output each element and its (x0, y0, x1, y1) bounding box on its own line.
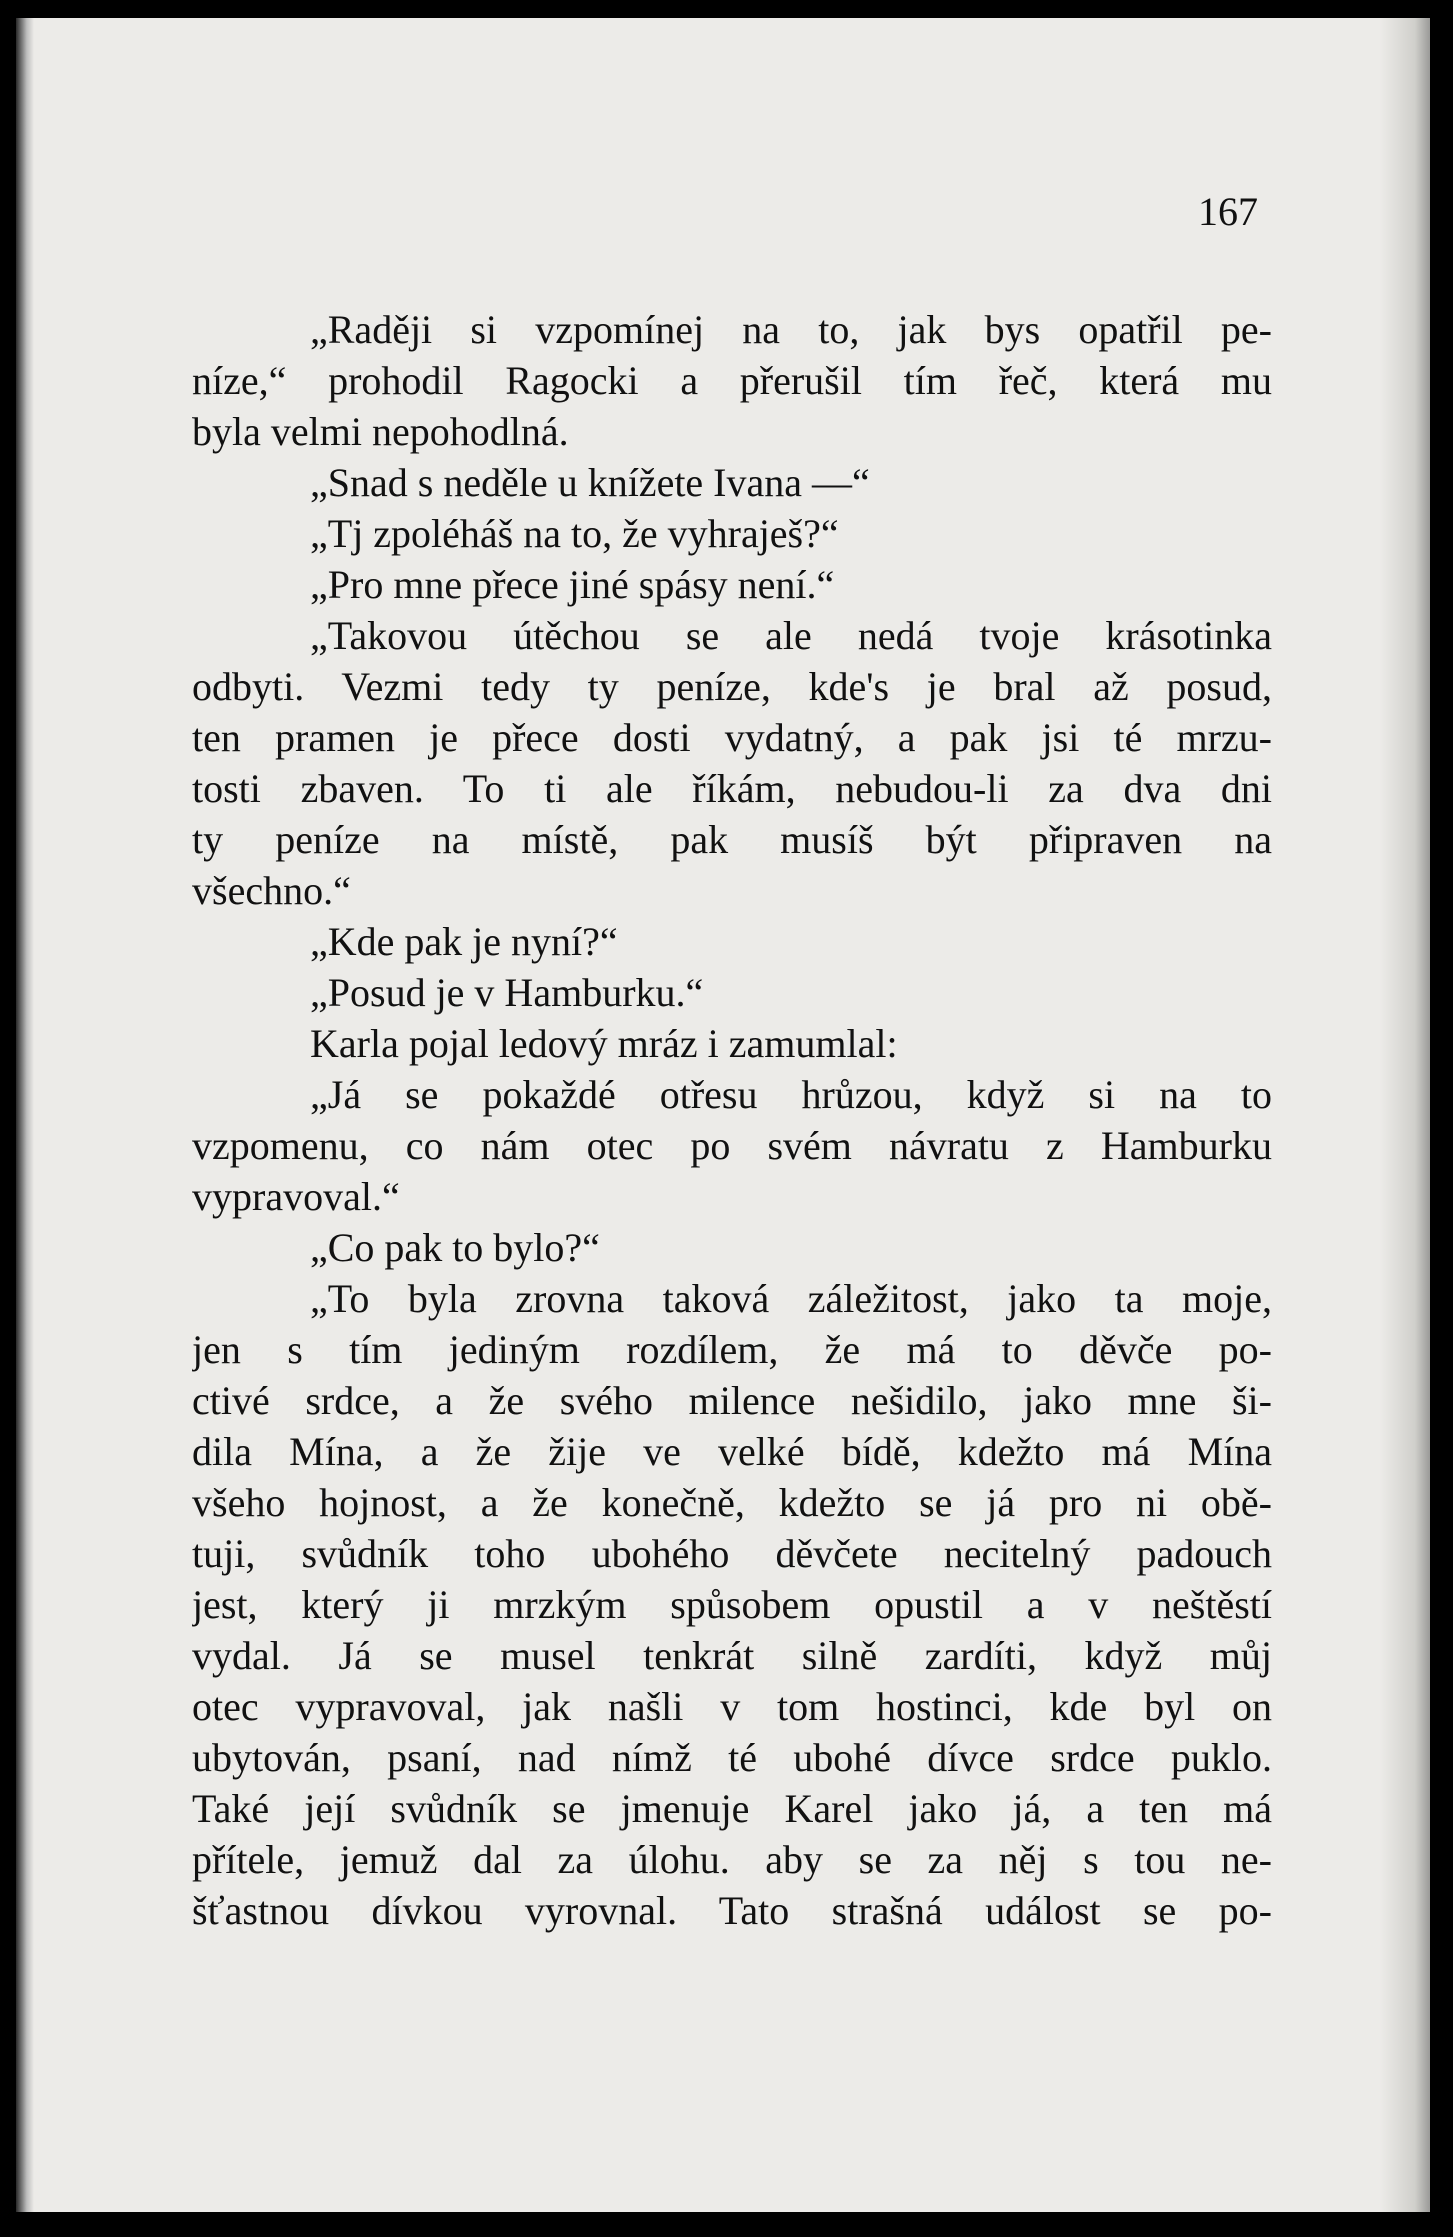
text-line: Také její svůdník se jmenuje Karel jako já, a ten má (192, 1786, 1272, 1831)
text-line: ctivé srdce, a že svého milence nešidilo, jako mne ši- (192, 1378, 1272, 1423)
text-line: ten pramen je přece dosti vydatný, a pak jsi té mrzu- (192, 715, 1272, 760)
text-line: ubytován, psaní, nad nímž té ubohé dívce srdce puklo. (192, 1735, 1272, 1780)
text-line: otec vypravoval, jak našli v tom hostinci, kde byl on (192, 1684, 1272, 1729)
text-line: ty peníze na místě, pak musíš být připraven na (192, 817, 1272, 862)
text-line: vydal. Já se musel tenkrát silně zardíti, když můj (192, 1633, 1272, 1678)
text-line: dila Mína, a že žije ve velké bídě, kdežto má Mína (192, 1429, 1272, 1474)
text-line: šťastnou dívkou vyrovnal. Tato strašná událost se po- (192, 1888, 1272, 1933)
book-page (16, 18, 1430, 2212)
text-line: Karla pojal ledový mráz i zamumlal: (310, 1021, 898, 1066)
page-number: 167 (1198, 189, 1258, 234)
text-line: odbyti. Vezmi tedy ty peníze, kde's je bral až posud, (192, 664, 1272, 709)
text-line: jest, který ji mrzkým spůsobem opustil a v neštěstí (192, 1582, 1272, 1627)
text-line: „Takovou útěchou se ale nedá tvoje krásotinka (310, 613, 1272, 658)
text-line: „Já se pokaždé otřesu hrůzou, když si na to (310, 1072, 1272, 1117)
body-text (192, 304, 1272, 1936)
text-line: tosti zbaven. To ti ale říkám, nebudou-li za dva dni (192, 766, 1272, 811)
gutter-shadow (16, 18, 34, 2212)
text-line: tuji, svůdník toho ubohého děvčete necitelný padouch (192, 1531, 1272, 1576)
text-line: „Co pak to bylo?“ (310, 1225, 600, 1270)
text-line: „Tj zpoléháš na to, že vyhraješ?“ (310, 511, 839, 556)
text-line: všechno.“ (192, 868, 351, 913)
text-line: „Raději si vzpomínej na to, jak bys opatřil pe- (310, 307, 1272, 352)
text-line: jen s tím jediným rozdílem, že má to děvče po- (192, 1327, 1272, 1372)
text-line: níze,“ prohodil Ragocki a přerušil tím řeč, která mu (192, 358, 1272, 403)
text-line: vzpomenu, co nám otec po svém návratu z Hamburku (192, 1123, 1272, 1168)
page-edge (1380, 18, 1430, 2212)
text-line: „To byla zrovna taková záležitost, jako ta moje, (310, 1276, 1272, 1321)
text-line: přítele, jemuž dal za úlohu. aby se za něj s tou ne- (192, 1837, 1272, 1882)
text-line: „Pro mne přece jiné spásy není.“ (310, 562, 835, 607)
text-line: vypravoval.“ (192, 1174, 400, 1219)
text-line: „Posud je v Hamburku.“ (310, 970, 704, 1015)
text-line: všeho hojnost, a že konečně, kdežto se já pro ni obě- (192, 1480, 1272, 1525)
text-line: „Snad s neděle u knížete Ivana —“ (310, 460, 870, 505)
text-line: „Kde pak je nyní?“ (310, 919, 618, 964)
text-line: byla velmi nepohodlná. (192, 409, 569, 454)
